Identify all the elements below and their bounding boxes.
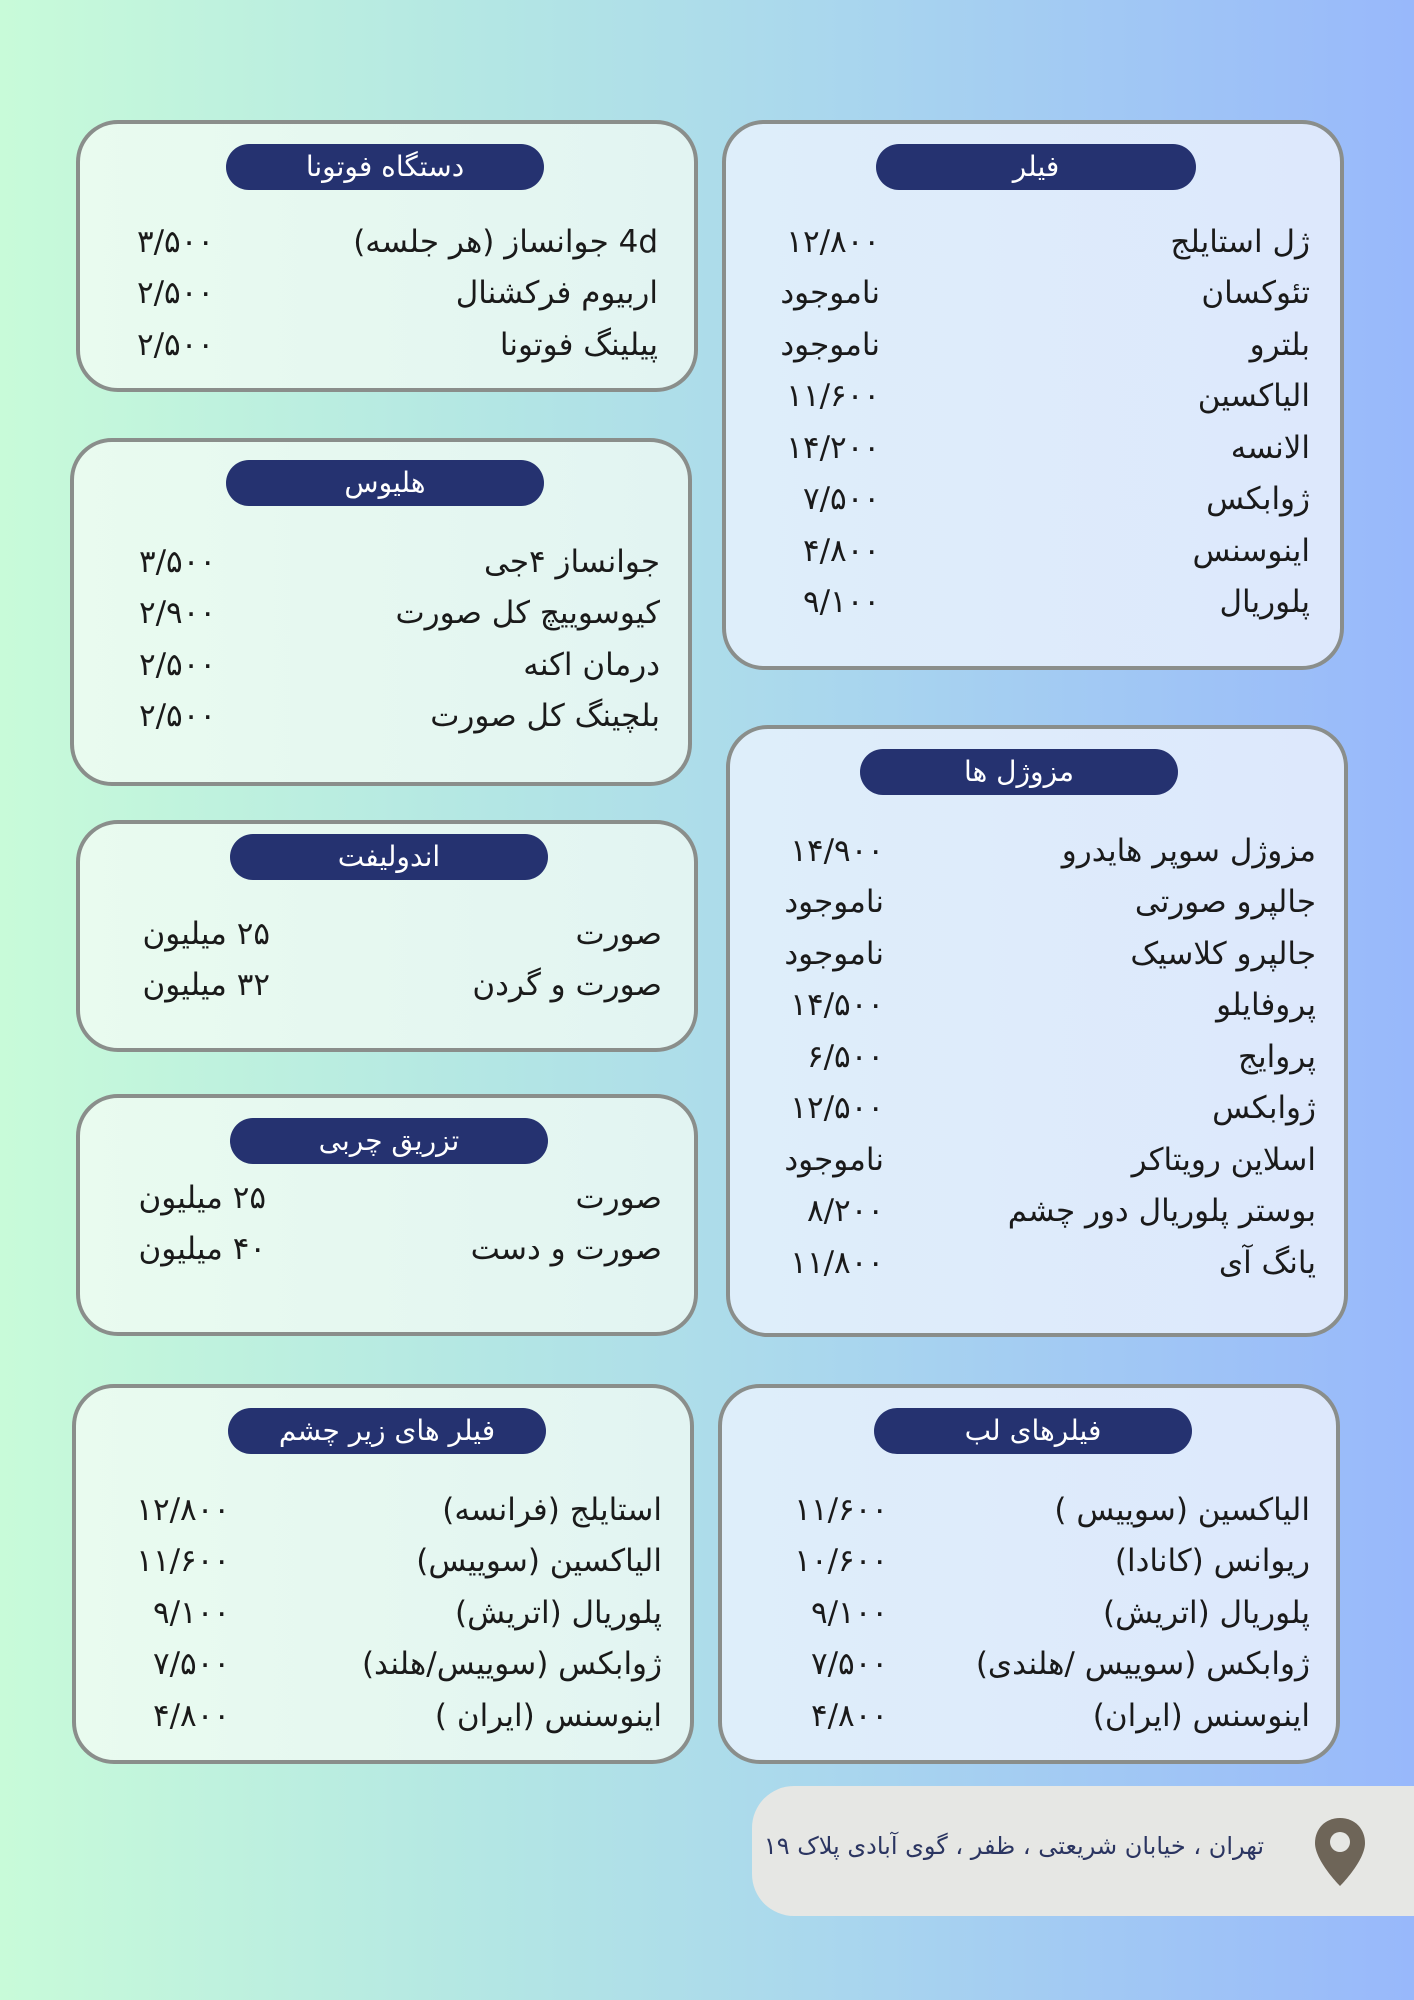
item-price: ۱۰/۶۰۰: [794, 1543, 888, 1579]
item-price: ۴۰ میلیون: [138, 1231, 266, 1267]
item-name: جالپرو کلاسیک: [1130, 936, 1316, 972]
list-item: [722, 1543, 1336, 1593]
list-item: [74, 647, 688, 697]
list-item: [730, 833, 1344, 883]
item-name: بوستر پلوریال دور چشم: [1007, 1193, 1316, 1229]
item-name: پروفایلو: [1216, 987, 1316, 1023]
item-price: ۱۲/۸۰۰: [786, 224, 880, 260]
list-item: [726, 275, 1340, 325]
item-name: تئوکسان: [1201, 275, 1310, 311]
item-price: ناموجود: [784, 1142, 884, 1178]
item-price: ۷/۵۰۰: [810, 1646, 888, 1682]
address-text: تهران ، خیابان شریعتی ، ظفر ، گوی آبادی پلاک ۱۹: [763, 1832, 1264, 1860]
item-price: ۱۱/۶۰۰: [786, 378, 880, 414]
item-name: ژوابکس: [1206, 481, 1310, 517]
list-item: [76, 1646, 690, 1696]
list-item: [76, 1595, 690, 1645]
mesogel-title: مزوژل ها: [860, 749, 1178, 795]
item-name: بلترو: [1249, 327, 1310, 363]
item-name: صورت: [575, 916, 662, 952]
helios-card: [70, 438, 692, 786]
address-bar: [752, 1786, 1414, 1916]
list-item: [80, 1180, 694, 1230]
list-item: [730, 987, 1344, 1037]
list-item: [76, 1543, 690, 1593]
item-name: ژل استایلج: [1170, 224, 1310, 260]
item-name: بلچینگ کل صورت: [430, 698, 660, 734]
list-item: [730, 1039, 1344, 1089]
list-item: [722, 1492, 1336, 1542]
list-item: [730, 1193, 1344, 1243]
filler-title: فیلر: [876, 144, 1196, 190]
item-price: ۱۲/۵۰۰: [790, 1090, 884, 1126]
lip-fillers-title: فیلرهای لب: [874, 1408, 1192, 1454]
item-price: ۱۱/۶۰۰: [136, 1543, 230, 1579]
list-item: [730, 1090, 1344, 1140]
under-eye-card: [72, 1384, 694, 1764]
item-name: الیاکسین: [1197, 378, 1310, 414]
item-name: اینوسنس: [1192, 533, 1310, 569]
item-name: پروایج: [1238, 1039, 1316, 1075]
list-item: [722, 1646, 1336, 1696]
item-name: کیوسوییچ کل صورت: [395, 595, 660, 631]
item-name: ژوابکس (سوییس/هلند): [361, 1646, 662, 1682]
list-item: [722, 1595, 1336, 1645]
item-name: الیاکسین (سوییس): [416, 1543, 662, 1579]
item-price: ۲۵ میلیون: [138, 1180, 266, 1216]
list-item: [74, 595, 688, 645]
list-item: [80, 967, 694, 1017]
item-name: ژوابکس (سوییس /هلندی): [975, 1646, 1310, 1682]
item-price: ۱۴/۲۰۰: [786, 430, 880, 466]
list-item: [80, 327, 694, 377]
item-name: ژوابکس: [1212, 1090, 1316, 1126]
item-price: ۲۵ میلیون: [142, 916, 270, 952]
list-item: [730, 936, 1344, 986]
item-price: ۱۱/۶۰۰: [794, 1492, 888, 1528]
under-eye-title: فیلر های زیر چشم: [228, 1408, 546, 1454]
item-name: الیاکسین (سوییس ): [1054, 1492, 1310, 1528]
list-item: [80, 916, 694, 966]
list-item: [726, 533, 1340, 583]
list-item: [726, 481, 1340, 531]
fat-injection-card: [76, 1094, 698, 1336]
item-price: ناموجود: [780, 327, 880, 363]
mesogel-card: [726, 725, 1348, 1337]
lip-fillers-card: [718, 1384, 1340, 1764]
item-name: اسلاین رویتاکر: [1131, 1142, 1316, 1178]
list-item: [730, 1142, 1344, 1192]
helios-title: هلیوس: [226, 460, 544, 506]
item-name: درمان اکنه: [523, 647, 660, 683]
list-item: [730, 1245, 1344, 1295]
item-name: 4d جوانساز (هر جلسه): [353, 224, 658, 260]
location-pin-icon: [1312, 1816, 1368, 1888]
list-item: [74, 698, 688, 748]
item-name: استایلج (فرانسه): [442, 1492, 662, 1528]
item-price: ۱۱/۸۰۰: [790, 1245, 884, 1281]
item-price: ناموجود: [780, 275, 880, 311]
list-item: [726, 584, 1340, 634]
fat-injection-title: تزریق چربی: [230, 1118, 548, 1164]
item-name: پلوریال (اتریش): [1102, 1595, 1310, 1631]
item-price: ۲/۹۰۰: [138, 595, 216, 631]
item-price: ناموجود: [784, 936, 884, 972]
item-price: ۹/۱۰۰: [152, 1595, 230, 1631]
item-price: ۷/۵۰۰: [802, 481, 880, 517]
list-item: [722, 1698, 1336, 1748]
item-name: اربیوم فرکشنال: [455, 275, 658, 311]
item-name: پیلینگ فوتونا: [499, 327, 658, 363]
item-price: ۲/۵۰۰: [136, 275, 214, 311]
fotona-card: [76, 120, 698, 392]
item-name: پلوریال (اتریش): [454, 1595, 662, 1631]
item-price: ۲/۵۰۰: [136, 327, 214, 363]
item-price: ۷/۵۰۰: [152, 1646, 230, 1682]
item-price: ۳۲ میلیون: [142, 967, 270, 1003]
list-item: [726, 430, 1340, 480]
item-name: صورت و دست: [470, 1231, 662, 1267]
item-price: ۱۴/۹۰۰: [790, 833, 884, 869]
item-price: ناموجود: [784, 884, 884, 920]
list-item: [76, 1492, 690, 1542]
list-item: [730, 884, 1344, 934]
list-item: [80, 1231, 694, 1281]
item-name: صورت و گردن: [472, 967, 662, 1003]
item-price: ۳/۵۰۰: [136, 224, 214, 260]
item-price: ۴/۸۰۰: [810, 1698, 888, 1734]
item-name: ریوانس (کانادا): [1114, 1543, 1310, 1579]
list-item: [80, 275, 694, 325]
item-price: ۶/۵۰۰: [806, 1039, 884, 1075]
item-price: ۹/۱۰۰: [810, 1595, 888, 1631]
list-item: [726, 378, 1340, 428]
item-name: مزوژل سوپر هایدرو: [1061, 833, 1316, 869]
list-item: [726, 327, 1340, 377]
item-name: اینوسنس (ایران ): [434, 1698, 662, 1734]
item-name: صورت: [575, 1180, 662, 1216]
item-price: ۱۲/۸۰۰: [136, 1492, 230, 1528]
item-price: ۹/۱۰۰: [802, 584, 880, 620]
item-name: پلوریال: [1219, 584, 1310, 620]
list-item: [726, 224, 1340, 274]
list-item: [80, 224, 694, 274]
endolift-title: اندولیفت: [230, 834, 548, 880]
filler-card: [722, 120, 1344, 670]
item-name: جالپرو صورتی: [1134, 884, 1316, 920]
fotona-title: دستگاه فوتونا: [226, 144, 544, 190]
endolift-card: [76, 820, 698, 1052]
item-name: الانسه: [1230, 430, 1310, 466]
list-item: [74, 544, 688, 594]
item-price: ۸/۲۰۰: [806, 1193, 884, 1229]
item-price: ۲/۵۰۰: [138, 698, 216, 734]
list-item: [76, 1698, 690, 1748]
item-price: ۱۴/۵۰۰: [790, 987, 884, 1023]
item-price: ۴/۸۰۰: [152, 1698, 230, 1734]
item-price: ۲/۵۰۰: [138, 647, 216, 683]
item-name: جوانساز ۴جی: [483, 544, 660, 580]
item-name: یانگ آی: [1218, 1245, 1316, 1281]
item-name: اینوسنس (ایران): [1092, 1698, 1310, 1734]
item-price: ۴/۸۰۰: [802, 533, 880, 569]
item-price: ۳/۵۰۰: [138, 544, 216, 580]
